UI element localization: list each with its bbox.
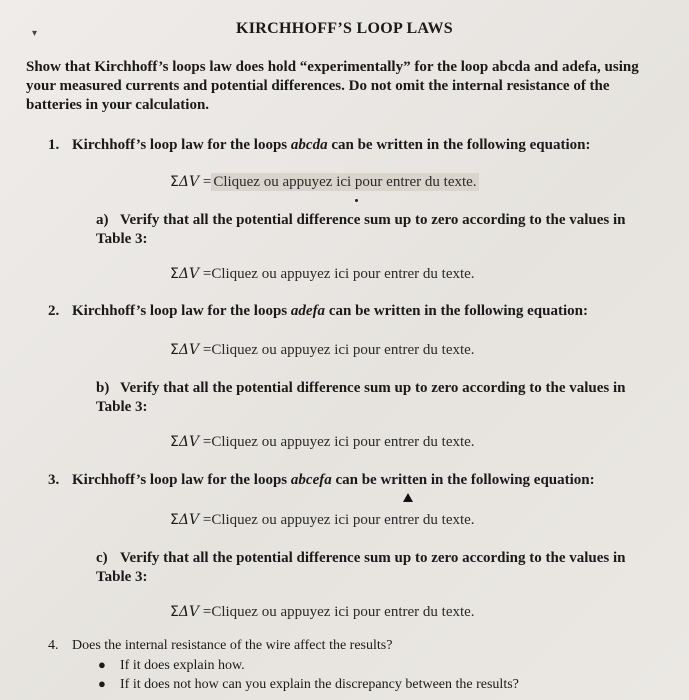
bullet-item	[98, 657, 245, 674]
bullet-text-1: If it does explain how.	[120, 658, 245, 673]
item-3	[48, 472, 595, 489]
equation-1a-input[interactable]: Cliquez ou appuyez ici pour entrer du texte.	[211, 266, 475, 282]
delta-v-symbol: ΔV	[178, 512, 200, 528]
intro-paragraph: Show that Kirchhoff’s loops law does hold “experimentally” for the loop abcda and adefa, using your measured currents and potential differences. Do not omit the internal resistance of the batteries in your calculation.	[26, 59, 639, 113]
sub-question-b	[96, 379, 636, 417]
item-2-text-after: can be written in the following equation:	[325, 303, 588, 319]
sub-b-label: b)	[96, 380, 110, 396]
stray-dot	[355, 199, 358, 202]
mouse-cursor-icon	[403, 493, 413, 502]
sub-c-label: c)	[96, 550, 108, 566]
sub-b-text: Verify that all the potential difference sum up to zero according to the values in Table 3:	[96, 380, 626, 415]
document-title: KIRCHHOFF’S LOOP LAWS	[236, 20, 453, 37]
item-1-text-before: Kirchhoff’s loop law for the loops	[72, 137, 291, 153]
sum-symbol: Σ	[170, 512, 179, 528]
equation-3c-input[interactable]: Cliquez ou appuyez ici pour entrer du texte.	[211, 604, 475, 620]
equation-3c	[170, 604, 475, 621]
question-4-text: Does the internal resistance of the wire affect the results?	[72, 638, 393, 653]
item-2-text-before: Kirchhoff’s loop law for the loops	[72, 303, 291, 319]
equals-sign: =	[199, 342, 212, 358]
equals-sign: =	[199, 266, 212, 282]
item-3-number: 3.	[48, 472, 60, 488]
bullet-dot-icon: ●	[98, 676, 106, 691]
delta-v-symbol: ΔV	[178, 266, 200, 282]
sum-symbol: Σ	[170, 604, 179, 620]
equation-2b	[170, 434, 475, 451]
sub-c-text: Verify that all the potential difference sum up to zero according to the values in Table 3:	[96, 550, 626, 585]
sum-symbol: Σ	[170, 266, 179, 282]
delta-v-symbol: ΔV	[178, 342, 200, 358]
item-3-loop: abcefa	[290, 472, 332, 488]
item-1-text-after: can be written in the following equation:	[327, 137, 591, 153]
sub-question-a	[96, 211, 636, 249]
item-1-number: 1.	[48, 137, 60, 153]
sub-question-c	[96, 549, 636, 587]
equation-1a	[170, 266, 475, 283]
item-3-text-before: Kirchhoff’s loop law for the loops	[72, 472, 291, 488]
question-4-number: 4.	[48, 638, 59, 653]
equation-2	[170, 342, 475, 359]
bullet-dot-icon: ●	[98, 657, 106, 672]
delta-v-symbol: ΔV	[178, 604, 200, 620]
item-2	[48, 303, 588, 320]
item-1	[48, 137, 591, 154]
delta-v-symbol: ΔV	[178, 174, 200, 190]
equation-2-input[interactable]: Cliquez ou appuyez ici pour entrer du texte.	[211, 342, 475, 358]
equation-1-input[interactable]: Cliquez ou appuyez ici pour entrer du texte.	[213, 174, 477, 190]
sub-a-label: a)	[96, 212, 109, 228]
equation-3	[170, 512, 475, 529]
equation-3-input[interactable]: Cliquez ou appuyez ici pour entrer du texte.	[211, 512, 475, 528]
equation-1	[170, 174, 479, 191]
item-2-number: 2.	[48, 303, 60, 319]
equals-sign: =	[199, 434, 212, 450]
bullet-text-2: If it does not how can you explain the discrepancy between the results?	[120, 677, 519, 692]
item-3-text-after: can be written in the following equation:	[331, 472, 595, 488]
collapse-marker-icon: ▾	[32, 28, 38, 39]
equals-sign: =	[199, 174, 212, 190]
question-4	[48, 638, 392, 654]
sum-symbol: Σ	[170, 342, 179, 358]
item-1-loop: abcda	[290, 137, 328, 153]
equation-2b-input[interactable]: Cliquez ou appuyez ici pour entrer du texte.	[211, 434, 475, 450]
equals-sign: =	[199, 604, 212, 620]
equals-sign: =	[199, 512, 212, 528]
sum-symbol: Σ	[170, 434, 179, 450]
bullet-item	[98, 676, 519, 693]
item-2-loop: adefa	[290, 303, 326, 319]
delta-v-symbol: ΔV	[178, 434, 200, 450]
sum-symbol: Σ	[170, 174, 179, 190]
sub-a-text: Verify that all the potential difference sum up to zero according to the values in Table 3:	[96, 212, 626, 247]
